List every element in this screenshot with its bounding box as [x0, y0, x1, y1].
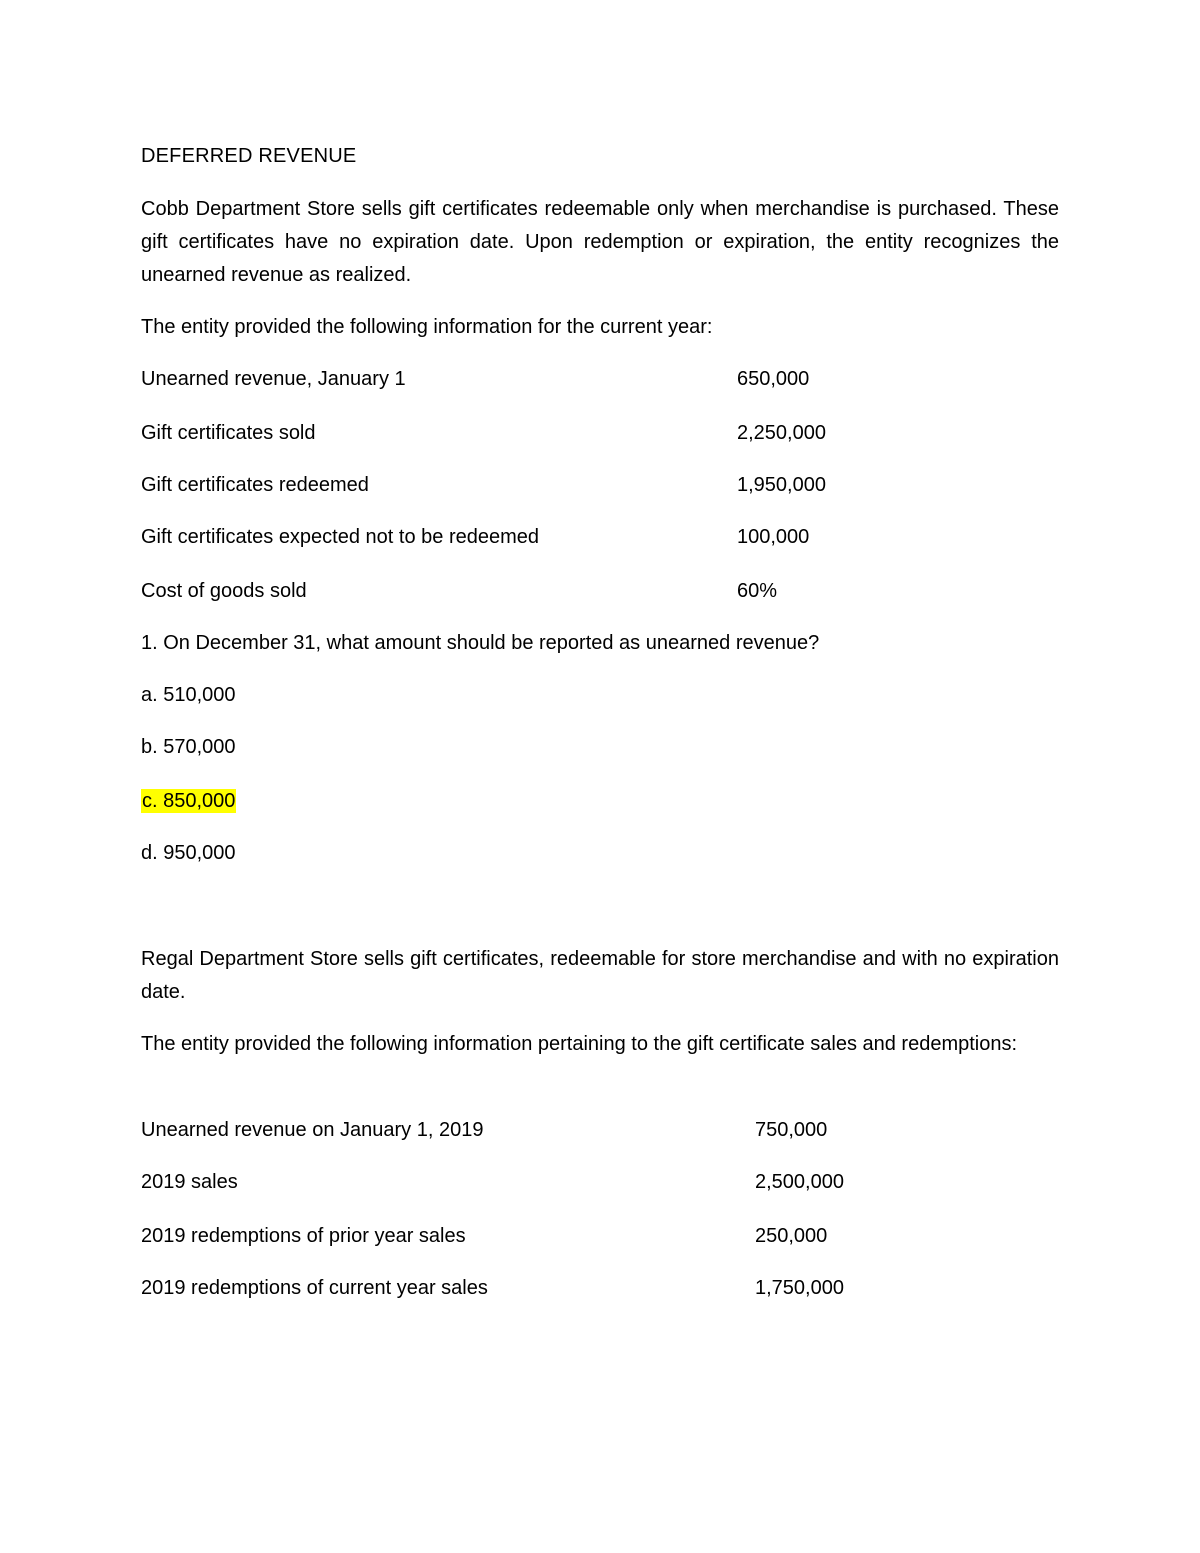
choice-a: a. 510,000 [141, 684, 236, 706]
section2-intro: Regal Department Store sells gift certificates, redeemable for store merchandise and with no expiration date. [141, 948, 1059, 1003]
question-1: 1. On December 31, what amount should be reported as unearned revenue? [141, 632, 820, 654]
row-value: 250,000 [755, 1225, 828, 1247]
page-title: DEFERRED REVENUE [141, 145, 357, 167]
row-label: Unearned revenue on January 1, 2019 [141, 1119, 484, 1141]
choice-b: b. 570,000 [141, 736, 236, 758]
row-label: Gift certificates redeemed [141, 474, 369, 496]
choice-d: d. 950,000 [141, 842, 236, 864]
row-label: Unearned revenue, January 1 [141, 368, 406, 390]
row-label: Gift certificates sold [141, 422, 316, 444]
data-row [141, 364, 901, 394]
row-label: 2019 redemptions of current year sales [141, 1277, 488, 1299]
row-value: 650,000 [737, 368, 810, 390]
row-value: 60% [737, 580, 778, 602]
data-row [141, 576, 901, 606]
data-row [141, 1273, 901, 1303]
row-label: 2019 sales [141, 1171, 238, 1193]
data-row [141, 1115, 901, 1145]
section1-lead: The entity provided the following information for the current year: [141, 316, 713, 338]
row-label: Gift certificates expected not to be redeemed [141, 526, 539, 548]
row-label: 2019 redemptions of prior year sales [141, 1225, 466, 1247]
row-value: 100,000 [737, 526, 810, 548]
row-label: Cost of goods sold [141, 580, 307, 602]
section2-lead: The entity provided the following information pertaining to the gift certificate sales and redemptions: [141, 1033, 1018, 1055]
section1-intro: Cobb Department Store sells gift certificates redeemable only when merchandise is purchased. These gift certificates have no expiration date. Upon redemption or expiration, the entity recognizes the unearned revenue as realized. [141, 198, 1059, 286]
data-row [141, 1221, 901, 1251]
row-value: 1,750,000 [755, 1277, 844, 1299]
row-value: 2,250,000 [737, 422, 826, 444]
data-row [141, 522, 901, 552]
row-value: 1,950,000 [737, 474, 826, 496]
data-row [141, 1167, 901, 1197]
data-row [141, 418, 901, 448]
data-row [141, 470, 901, 500]
row-value: 750,000 [755, 1119, 828, 1141]
highlighted-answer: c. 850,000 [142, 790, 236, 812]
row-value: 2,500,000 [755, 1171, 844, 1193]
choice-c [141, 788, 236, 814]
